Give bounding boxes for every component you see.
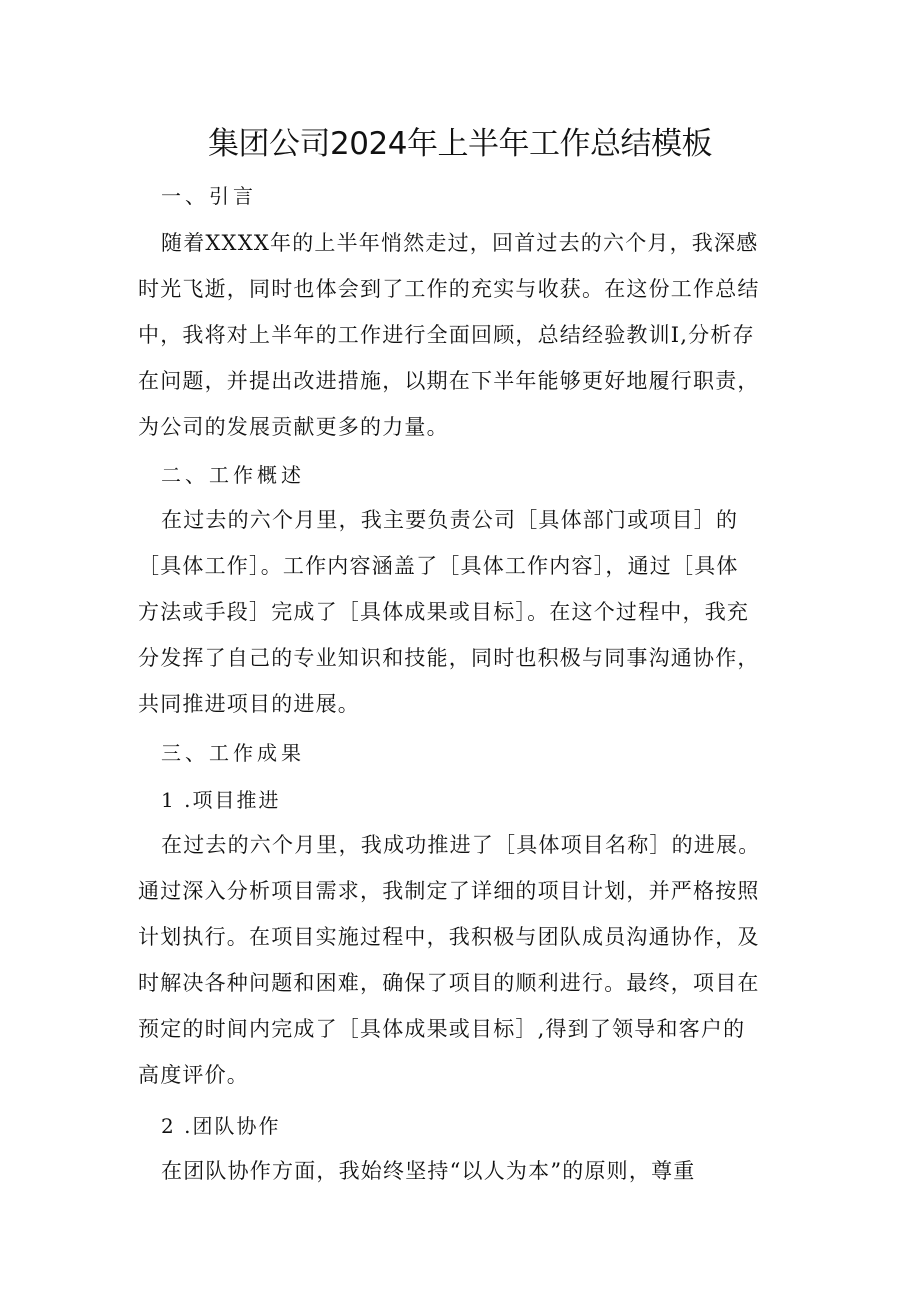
paragraph-line: 在过去的六个月里，我成功推进了［具体项目名称］的进展。 [161,833,761,857]
paragraph-line: 中，我将对上半年的工作进行全面回顾，总结经验教训I,分析存 [138,323,755,347]
paragraph-line: ［具体工作］。工作内容涵盖了［具体工作内容］，通过［具体 [138,554,739,578]
paragraph-teamwork [138,1148,786,1194]
paragraph-line: 通过深入分析项目需求，我制定了详细的项目计划，并严格按照 [138,879,760,903]
document-title: 集团公司2024年上半年工作总结模板 [208,126,712,162]
paragraph-line: 预定的时间内完成了［具体成果或目标］,得到了领导和客户的 [138,1017,746,1041]
subsection-heading-teamwork: 2 .团队协作 [161,1114,281,1138]
paragraph-line: 时解决各种问题和困难，确保了项目的顺利进行。最终，项目在 [138,971,760,995]
section-heading-overview: 二、工作概述 [161,463,305,487]
paragraph-line: 高度评价。 [138,1063,249,1087]
paragraph-line: 共同推进项目的进展。 [138,692,360,716]
paragraph-line: 为公司的发展贡献更多的力量。 [138,415,449,439]
paragraph-line: 在过去的六个月里，我主要负责公司［具体部门或项目］的 [161,508,739,532]
paragraph-line: 方法或手段］完成了［具体成果或目标］。在这个过程中，我充 [138,600,750,624]
paragraph-line: 随着XXXX年的上半年悄然走过，回首过去的六个月，我深感 [161,231,759,255]
paragraph-intro [138,220,786,450]
paragraph-line: 计划执行。在项目实施过程中，我积极与团队成员沟通协作，及 [138,925,760,949]
section-heading-intro: 一、引言 [161,184,257,208]
paragraph-line: 在问题，并提出改进措施，以期在下半年能够更好地履行职责， [138,369,760,393]
section-heading-results: 三、工作成果 [161,741,305,765]
paragraph-project [138,822,786,1098]
paragraph-line: 分发挥了自己的专业知识和技能，同时也积极与同事沟通协作， [138,646,760,670]
paragraph-overview [138,497,786,727]
paragraph-line: 时光飞逝，同时也体会到了工作的充实与收获。在这份工作总结 [138,277,760,301]
paragraph-line: 在团队协作方面，我始终坚持“以人为本”的原则，尊重 [161,1159,696,1183]
subsection-heading-project: 1 .项目推进 [161,788,281,812]
